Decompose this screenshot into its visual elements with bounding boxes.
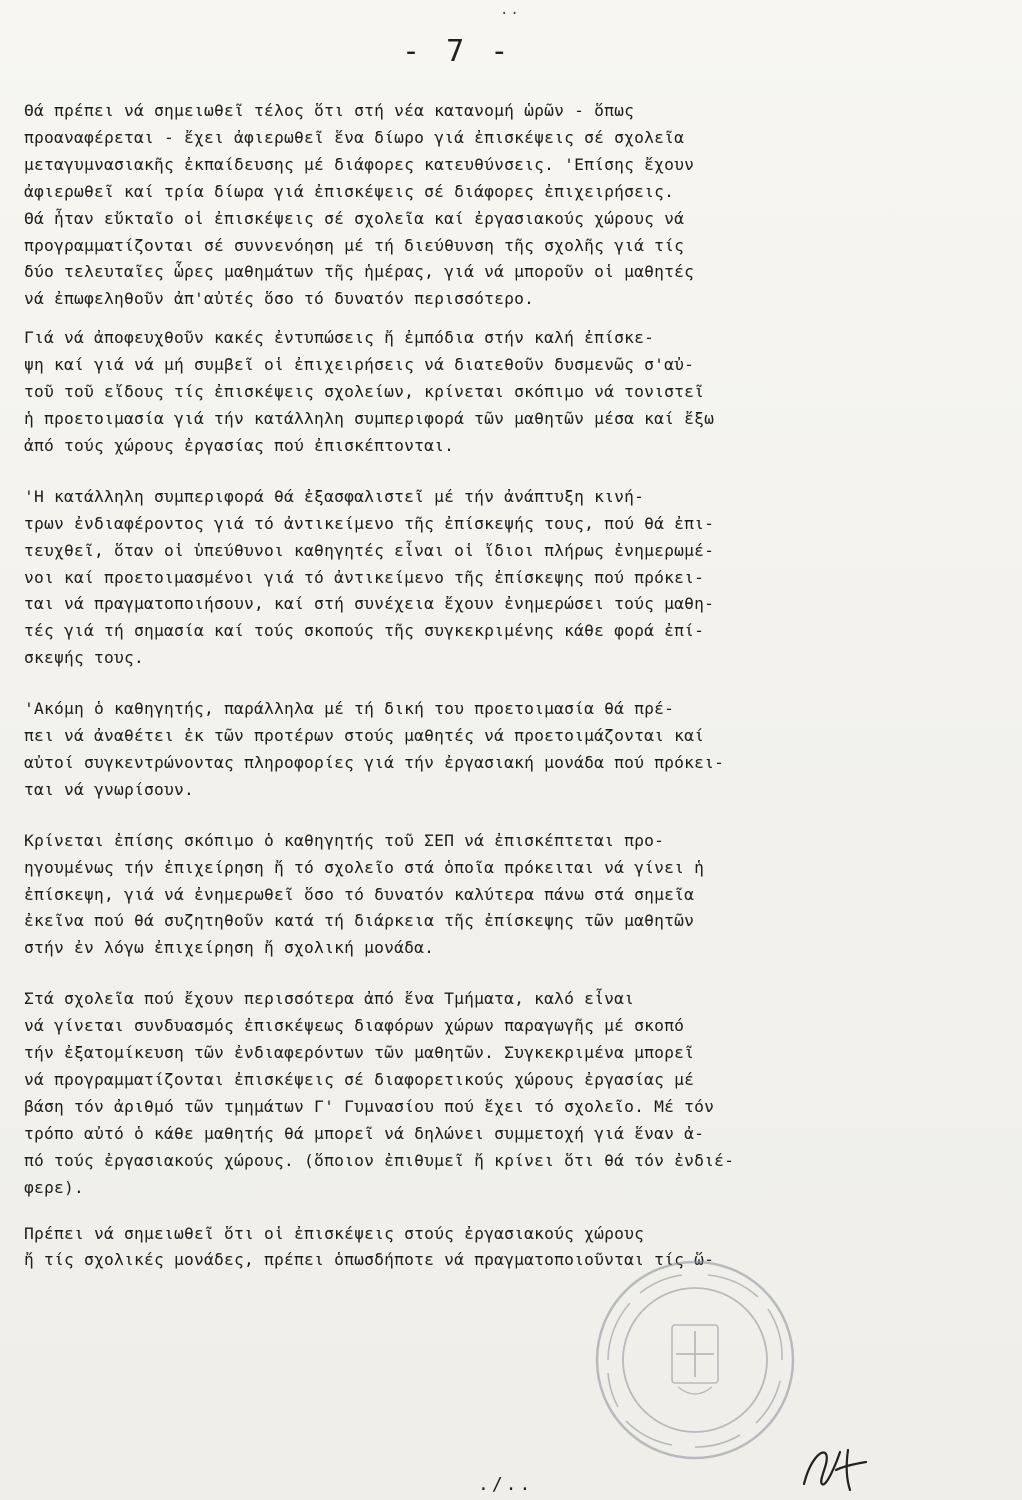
text-line: πει νά ἀναθέτει ἐκ τῶν προτέρων στούς μαθητές νά προετοιμάζονται καί [24,726,705,746]
text-line: νά γίνεται συνδυασμός ἐπισκέψεως διαφόρων χώρων παραγωγῆς μέ σκοπό [24,1016,685,1036]
text-line: τρων ἐνδιαφέροντος γιά τό ἀντικείμενο τῆς ἐπίσκεψής τους, πού θά ἐπι- [24,513,715,533]
paragraph-6 [24,986,1004,1201]
text-line: ἤ τίς σχολικές μονάδες, πρέπει ὁπωσδήποτε νά πραγματοποιοῦνται τίς ὥ- [24,1250,715,1270]
text-line: προαναφέρεται - ἔχει ἀφιερωθεῖ ἕνα δίωρο γιά ἐπισκέψεις σέ σχολεῖα [24,127,685,147]
paragraph-gap [24,460,1004,484]
text-line: ἐπίσκεψη, γιά νά ἐνημερωθεῖ ὅσο τό δυνατόν καλύτερα πάνω στά σημεῖα [24,884,695,904]
text-line: στήν ἐν λόγω ἐπιχείρηση ἤ σχολική μονάδα. [24,938,435,958]
text-line: νά προγραμματίζονται ἐπισκέψεις σέ διαφορετικούς χώρους ἐργασίας μέ [24,1070,695,1089]
paragraph-3 [24,484,1004,672]
text-line: ηγουμένως τήν ἐπιχείρηση ἤ τό σχολεῖο στά ὁποῖα πρόκειται νά γίνει ἡ [24,857,705,877]
official-seal-stamp [590,1255,800,1465]
text-line: Κρίνεται ἐπίσης σκόπιμο ὁ καθηγητής τοῦ ΣΕΠ νά ἐπισκέπτεται προ- [24,830,665,850]
text-line: ἐκεῖνα πού θά συζητηθοῦν κατά τή διάρκεια τῆς ἐπίσκεψης τῶν μαθητῶν [24,911,695,931]
text-line: τές γιά τή σημασία καί τούς σκοπούς τῆς συγκεκριμένης κάθε φορά ἐπί- [24,621,705,641]
text-line: ψη καί γιά νά μή συμβεῖ οἱ ἐπιχειρήσεις νά διατεθοῦν δυσμενῶς σ'αὐ- [24,355,695,375]
text-line: πό τούς ἐργασιακούς χώρους. (ὅποιον ἐπιθυμεῖ ἤ κρίνει ὅτι θά τόν ἐνδιέ- [24,1150,735,1170]
text-line: φερε). [24,1177,85,1197]
text-line: Θά πρέπει νά σημειωθεῖ τέλος ὅτι στή νέα κατανομή ὡρῶν - ὅπως [24,101,635,120]
paragraph-gap [24,313,1004,325]
text-line: τοῦ τοῦ εἴδους τίς ἐπισκέψεις σχολείων, κρίνεται σκόπιμο νά τονιστεῖ [24,382,705,402]
paragraph-gap [24,672,1004,696]
text-line: ἡ προετοιμασία γιά τήν κατάλληλη συμπεριφορά τῶν μαθητῶν μέσα καί ἔξω [24,408,715,428]
text-line: αὐτοί συγκεντρώνοντας πληροφορίες γιά τήν ἐργασιακή μονάδα πού πρόκει- [24,752,725,772]
paragraph-2 [24,325,1004,460]
text-line: Στά σχολεῖα πού ἔχουν περισσότερα ἀπό ἕνα Τμήματα, καλό εἶναι [24,989,635,1009]
continuation-marks: ./.. [478,1474,534,1495]
paragraph-5 [24,828,1004,963]
text-line: νά ἐπωφεληθοῦν ἀπ'αὐτές ὅσο τό δυνατόν περισσότερο. [24,289,535,309]
paragraph-gap [24,1202,1004,1221]
text-line: τήν ἐξατομίκευση τῶν ἐνδιαφερόντων τῶν μαθητῶν. Συγκεκριμένα μπορεῖ [24,1043,695,1063]
body-text [24,98,1004,1274]
handwritten-signature [796,1440,876,1496]
paragraph-gap [24,962,1004,986]
text-line: 'Η κατάλληλη συμπεριφορά θά ἐξασφαλιστεῖ μέ τήν ἀνάπτυξη κινή- [24,486,645,506]
text-line: Θά ἦταν εὔκταῖο οἱ ἐπισκέψεις σέ σχολεῖα καί ἐργασιακούς χώρους νά [24,208,685,228]
text-line: ται νά γνωρίσουν. [24,779,195,799]
text-line: προγραμματίζονται σέ συννενόηση μέ τή διεύθυνση τῆς σχολῆς γιά τίς [24,235,685,255]
text-line: τευχθεῖ, ὅταν οἱ ὑπεύθυνοι καθηγητές εἶναι οἱ ἴδιοι πλήρως ἐνημερωμέ- [24,540,715,560]
text-line: Πρέπει νά σημειωθεῖ ὅτι οἱ ἐπισκέψεις στούς ἐργασιακούς χώρους [24,1223,645,1243]
text-line: δύο τελευταῖες ὧρες μαθημάτων τῆς ἡμέρας, γιά νά μποροῦν οἱ μαθητές [24,262,695,282]
text-line: βάση τόν ἀριθμό τῶν τμημάτων Γ' Γυμνασίου πού ἔχει τό σχολεῖο. Μέ τόν [24,1096,715,1116]
top-marks: .. [500,2,521,18]
paragraph-7 [24,1221,1004,1275]
text-line: μεταγυμνασιακῆς ἐκπαίδευσης μέ διάφορες κατευθύνσεις. 'Επίσης ἔχουν [24,154,695,174]
text-line: ται νά πραγματοποιήσουν, καί στή συνέχεια ἔχουν ἐνημερώσει τούς μαθη- [24,594,715,614]
paragraph-4 [24,696,1004,804]
text-line: σκεψής τους. [24,648,145,668]
paragraph-gap [24,804,1004,828]
page-number: - 7 - [402,34,513,69]
text-line: νοι καί προετοιμασμένοι γιά τό ἀντικείμενο τῆς ἐπίσκεψης πού πρόκει- [24,567,705,587]
text-line: τρόπο αὐτό ὁ κάθε μαθητής θά μπορεῖ νά δηλώνει συμμετοχή γιά ἕναν ἀ- [24,1123,705,1143]
text-line: Γιά νά ἀποφευχθοῦν κακές ἐντυπώσεις ἤ ἐμπόδια στήν καλή ἐπίσκε- [24,328,655,348]
text-line: ἀπό τούς χώρους ἐργασίας πού ἐπισκέπτονται. [24,435,455,455]
text-line: 'Ακόμη ὁ καθηγητής, παράλληλα μέ τή δική του προετοιμασία θά πρέ- [24,699,675,719]
paragraph-1 [24,98,1004,313]
text-line: ἀφιερωθεῖ καί τρία δίωρα γιά ἐπισκέψεις σέ διάφορες ἐπιχειρήσεις. [24,181,675,201]
